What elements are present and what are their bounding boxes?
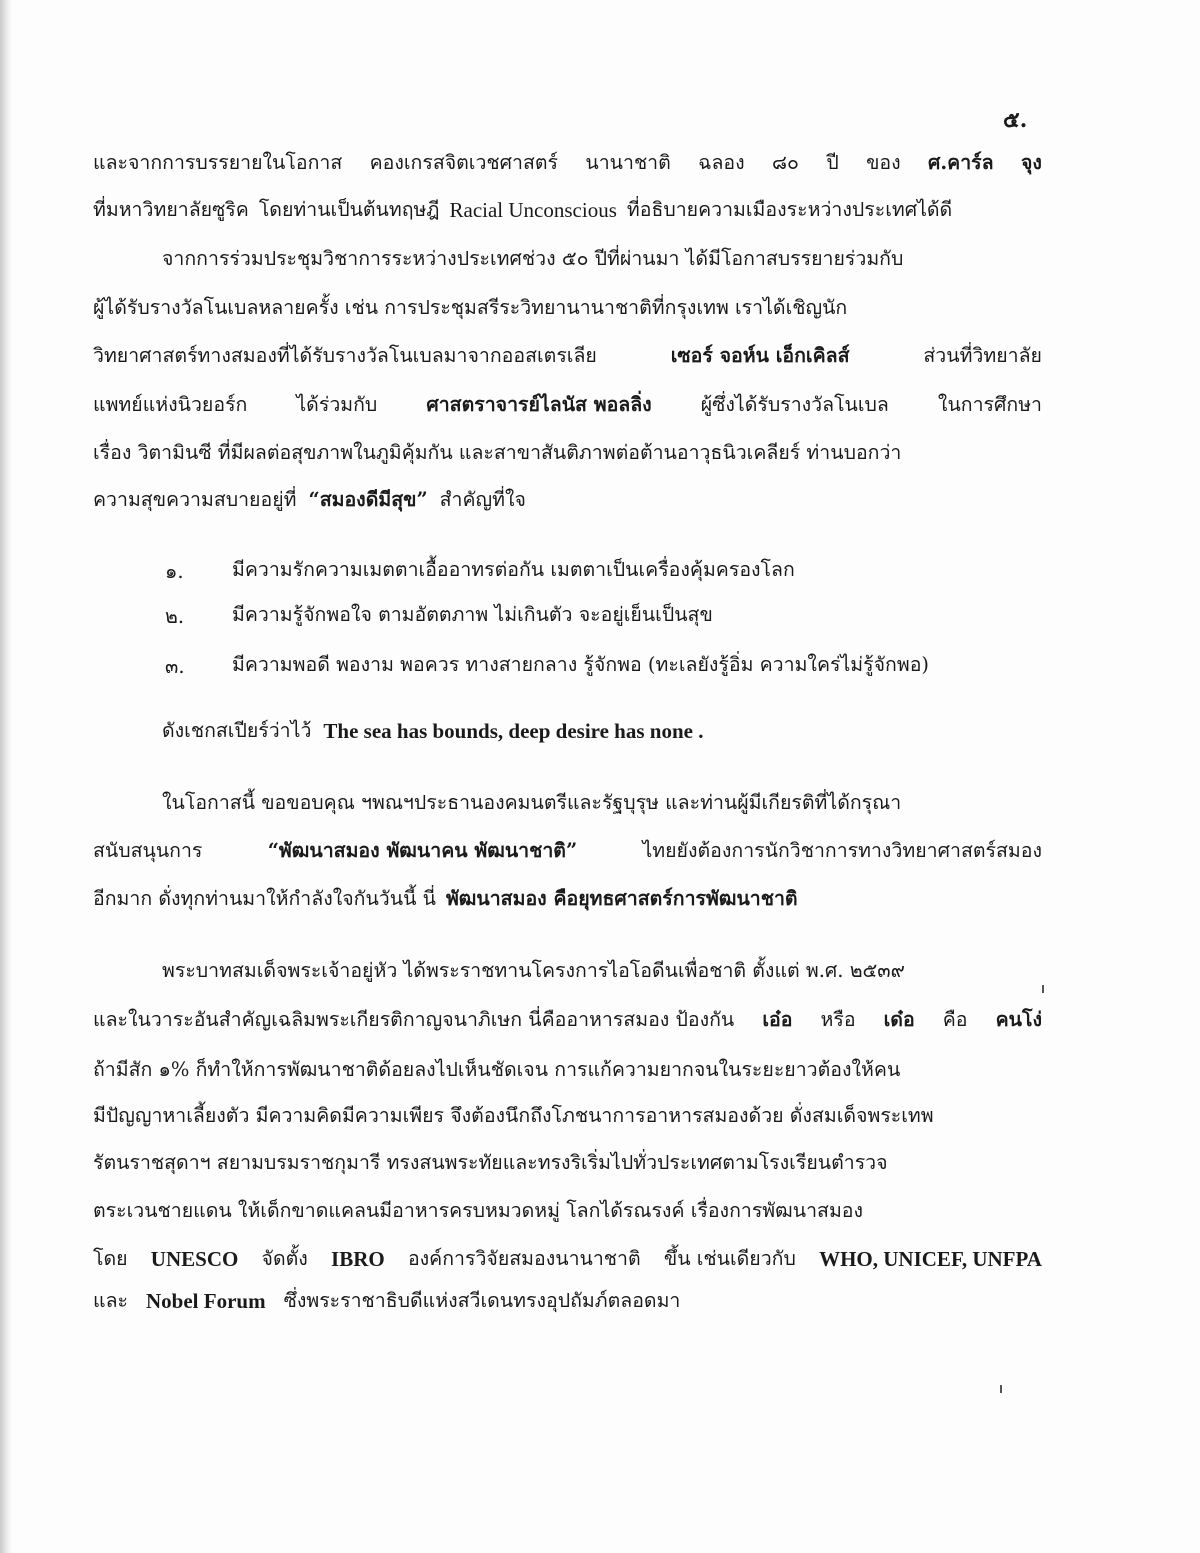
org-name: Nobel Forum [146,1289,266,1313]
text-segment: โดย [93,1247,128,1270]
bold-name: ศ.คาร์ล [928,151,994,174]
para3-line3 [93,884,798,914]
text-segment: วิทยาศาสตร์ทางสมองที่ได้รับรางวัลโนเบลมาจากออสเตรเลีย [93,344,597,367]
para4-line8 [93,1286,680,1316]
text-segment: ในการศึกษา [937,393,1042,416]
text-segment: ที่อธิบายความเมืองระหว่างประเทศได้ดี [626,198,953,221]
org-name: UNESCO [150,1247,239,1271]
text-segment: คือ [942,1008,968,1031]
text-segment: และ [93,1289,128,1312]
text-segment: ได้ร่วมกับ [296,393,378,416]
para2-line3 [93,341,1042,371]
bold-name: ศาสตราจารย์ไลนัส พอลลิ่ง [426,393,652,416]
scan-speck [1000,1385,1002,1393]
org-names: WHO, UNICEF, UNFPA [819,1247,1042,1271]
bold-phrase: พัฒนาสมอง คือยุทธศาสตร์การพัฒนาชาติ [445,887,798,910]
text-segment: ความสุขความสบายอยู่ที่ [93,488,297,511]
list-text: มีความรู้จักพอใจ ตามอัตตภาพ ไม่เกินตัว จะอยู่เย็นเป็นสุข [232,603,713,626]
para1-line2 [93,195,1042,225]
text-segment: ดังเชกสเปียร์ว่าไว้ [162,719,312,742]
list-text: มีความรักความเมตตาเอื้ออาทรต่อกัน เมตตาเป็นเครื่องคุ้มครองโลก [232,558,795,581]
para2-line6 [93,485,1042,515]
page-left-edge [0,0,12,1553]
text-segment: และในวาระอันสำคัญเฉลิมพระเกียรติกาญจนาภิเษก นี่คืออาหารสมอง ป้องกัน [93,1008,735,1031]
text-segment: โดยท่านเป็นต้นทฤษฎี [258,198,440,221]
bold-slogan: “พัฒนาสมอง พัฒนาคน พัฒนาชาติ” [267,839,578,862]
text-segment: แพทย์แห่งนิวยอร์ก [93,393,248,416]
org-name: IBRO [331,1247,385,1271]
list-text: มีความพอดี พองาม พอควร ทางสายกลาง รู้จักพอ (ทะเลยังรู้อิ่ม ความใคร่ไม่รู้จักพอ) [232,653,930,676]
para1-line1 [93,148,1042,178]
text-segment: ซึ่งพระราชาธิบดีแห่งสวีเดนทรงอุปถัมภ์ตลอดมา [283,1289,681,1312]
page-number: ๕. [1003,107,1028,133]
text-segment: ขึ้น เช่นเดียวกับ [663,1247,796,1270]
text-segment: ปี [826,151,839,174]
text-segment: จัดตั้ง [261,1247,308,1270]
text-segment: ส่วนที่วิทยาลัย [923,344,1042,367]
text-segment: นานาชาติ [585,151,671,174]
para4-line3: ถ้ามีสัก ๑% ก็ทำให้การพัฒนาชาติด้อยลงไปเห็นชัดเจน การแก้ความยากจนในระยะยาวต้องให้คน [93,1058,901,1081]
text-segment: และจากการบรรยายในโอกาส [93,151,343,174]
text-segment: สนับสนุนการ [93,839,203,862]
para4-line7 [93,1244,1042,1274]
para3-line2 [93,836,1042,866]
para4-line5: รัตนราชสุดาฯ สยามบรมราชกุมารี ทรงสนพระทัยและทรงริเริ่มไปทั่วประเทศตามโรงเรียนตำรวจ [93,1151,888,1174]
text-segment: ผู้ซึ่งได้รับรางวัลโนเบล [700,393,889,416]
bold-word: เด๋อ [883,1008,915,1031]
para4-line1: พระบาทสมเด็จพระเจ้าอยู่หัว ได้พระราชทานโครงการไอโอดีนเพื่อชาติ ตั้งแต่ พ.ศ. ๒๕๓๙ [162,959,905,982]
text-segment: ที่มหาวิทยาลัยซูริค [93,198,249,221]
list-number: ๑. [165,560,184,583]
bold-word: คนโง่ [995,1008,1042,1031]
text-segment: สำคัญที่ใจ [439,488,526,511]
scan-speck [1042,985,1044,993]
bold-name: เซอร์ จอห์น เอ็กเคิลส์ [670,344,850,367]
para4-line4: มีปัญญาหาเลี้ยงตัว มีความคิดมีความเพียร จึงต้องนึกถึงโภชนาการอาหารสมองด้วย ดั่งสมเด็จพระเทพ [93,1104,934,1127]
para2-line1: จากการร่วมประชุมวิชาการระหว่างประเทศช่วง ๕๐ ปีที่ผ่านมา ได้มีโอกาสบรรยายร่วมกับ [162,247,904,270]
text-segment: ๘๐ [772,151,799,174]
para4-line2 [93,1005,1042,1035]
para3-line1: ในโอกาสนี้ ขอขอบคุณ ฯพณฯประธานองคมนตรีและรัฐบุรุษ และท่านผู้มีเกียรติที่ได้กรุณา [162,791,902,814]
bold-name: จุง [1020,151,1042,174]
shakespeare-quote [162,716,703,746]
english-quote: The sea has bounds, deep desire has none . [323,719,704,743]
list-number: ๒. [165,605,185,628]
text-segment: ฉลอง [698,151,745,174]
bold-word: เอ๋อ [762,1008,793,1031]
para4-line6: ตระเวนชายแดน ให้เด็กขาดแคลนมีอาหารครบหมวดหมู่ โลกได้รณรงค์ เรื่องการพัฒนาสมอง [93,1199,864,1222]
list-number: ๓. [165,655,185,678]
para2-line2: ผู้ได้รับรางวัลโนเบลหลายครั้ง เช่น การประชุมสรีระวิทยานานาชาติที่กรุงเทพ เราได้เชิญนัก [93,296,848,319]
text-segment: หรือ [820,1008,856,1031]
text-segment: อีกมาก ดั่งทุกท่านมาให้กำลังใจกันวันนี้ นี่ [93,887,436,910]
para2-line4 [93,390,1042,420]
bold-phrase: “สมองดีมีสุข” [308,488,428,511]
para2-line5: เรื่อง วิตามินซี ที่มีผลต่อสุขภาพในภูมิคุ้มกัน และสาขาสันติภาพต่อต้านอาวุธนิวเคลียร์ ท่านบอกว่า [93,441,902,464]
text-segment: ของ [866,151,901,174]
text-segment: ไทยยังต้องการนักวิชาการทางวิทยาศาสตร์สมอง [642,839,1042,862]
text-segment: องค์การวิจัยสมองนานาชาติ [407,1247,641,1270]
english-term: Racial Unconscious [449,198,617,222]
text-segment: คองเกรสจิตเวชศาสตร์ [369,151,559,174]
